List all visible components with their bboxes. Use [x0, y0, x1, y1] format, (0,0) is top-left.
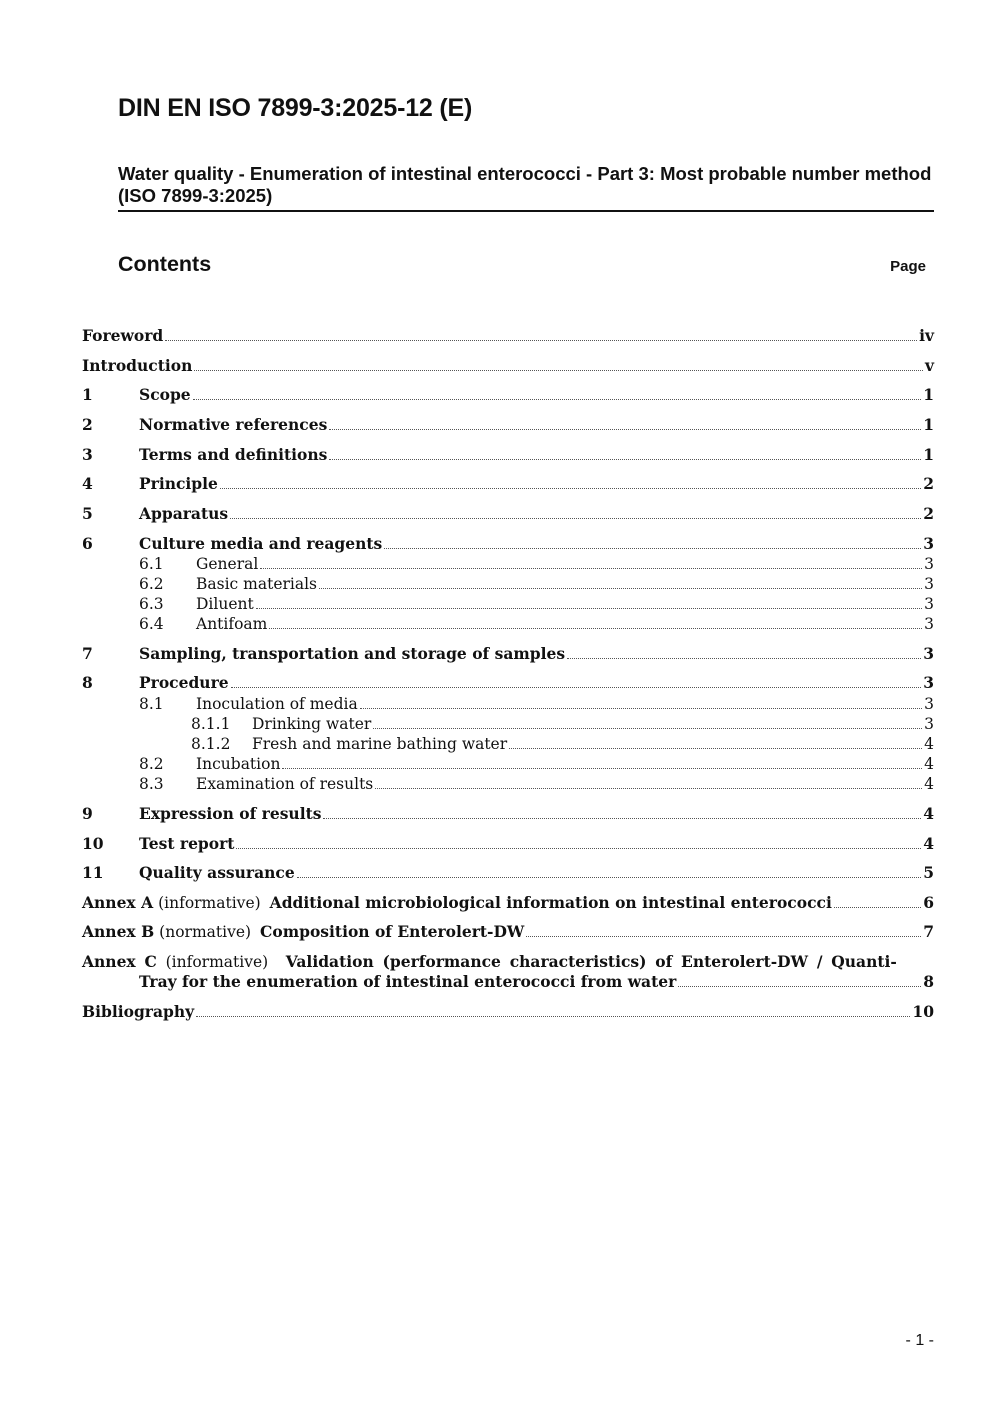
toc-entry-expression-of-results[interactable]	[82, 804, 934, 824]
toc-entry-principle[interactable]	[82, 474, 934, 494]
toc-annex-label: Annex C	[82, 952, 157, 971]
toc-annex-label: Annex A	[82, 893, 154, 912]
toc-entry-number: 11	[82, 863, 104, 882]
page-number: - 1 -	[905, 1332, 934, 1349]
toc-entry-examination-of-results[interactable]	[82, 774, 934, 794]
toc-entry-text: Validation (performance characteristics) of Enterolert-DW / Quanti-	[285, 952, 897, 971]
toc-leader-dots	[231, 687, 922, 688]
toc-entry-page: 4	[923, 834, 934, 853]
title-rule	[118, 210, 934, 212]
toc-entry-page: 2	[923, 504, 934, 523]
toc-entry-procedure[interactable]	[82, 673, 934, 693]
toc-entry-general[interactable]	[82, 554, 934, 574]
toc-entry-apparatus[interactable]	[82, 504, 934, 524]
toc-entry-number: 5	[82, 504, 93, 523]
toc-entry-text: Inoculation of media	[196, 695, 358, 713]
toc-entry-page: 4	[923, 804, 934, 823]
toc-entry-sampling[interactable]	[82, 644, 934, 664]
toc-entry-number: 8	[82, 673, 93, 692]
toc-entry-bibliography[interactable]	[82, 1002, 934, 1022]
toc-entry-annex-c[interactable]	[82, 952, 934, 992]
toc-entry-page: 3	[924, 615, 934, 633]
toc-entry-text: Bibliography	[82, 1002, 195, 1021]
toc-entry-text: Additional microbiological information on intestinal enterococci	[269, 893, 832, 912]
toc-entry-text: Drinking water	[252, 715, 372, 733]
toc-entry-text: Composition of Enterolert-DW	[260, 922, 525, 941]
toc-entry-page: 10	[912, 1002, 934, 1021]
toc-entry-page: 3	[923, 644, 934, 663]
toc-entry-number: 2	[82, 415, 93, 434]
toc-entry-quality-assurance[interactable]	[82, 863, 934, 883]
toc-entry-page: 3	[924, 575, 934, 593]
toc-entry-number: 8.2	[139, 755, 164, 773]
toc-entry-text: Basic materials	[196, 575, 318, 593]
toc-entry-bathing-water[interactable]	[82, 734, 934, 754]
toc-entry-page: 3	[924, 595, 934, 613]
toc-leader-dots	[319, 588, 922, 589]
toc-leader-dots	[282, 768, 922, 769]
toc-annex-label: Annex B	[82, 922, 155, 941]
toc-entry-text: Terms and definitions	[139, 445, 328, 464]
toc-annex-c-line2	[82, 972, 934, 992]
toc-entry-page: 3	[924, 555, 934, 573]
toc-entry-number: 8.1.2	[191, 735, 231, 753]
toc-leader-dots	[384, 548, 921, 549]
toc-leader-dots	[196, 1016, 910, 1017]
toc-leader-dots	[269, 628, 922, 629]
toc-entry-text: Test report	[139, 834, 235, 853]
toc-leader-dots	[329, 459, 921, 460]
toc-leader-dots	[375, 788, 922, 789]
toc-entry-foreword[interactable]	[82, 326, 934, 346]
toc-entry-annex-a[interactable]	[82, 893, 934, 913]
toc-entry-page: 7	[923, 922, 934, 941]
toc-entry-page: 3	[924, 695, 934, 713]
toc-entry-basic-materials[interactable]	[82, 574, 934, 594]
toc-leader-dots	[193, 399, 922, 400]
toc-entry-page: 3	[923, 673, 934, 692]
toc-entry-number: 9	[82, 804, 93, 823]
toc-leader-dots	[567, 658, 921, 659]
toc-entry-terms-and-definitions[interactable]	[82, 445, 934, 465]
toc-entry-number: 8.1.1	[191, 715, 231, 733]
toc-leader-dots	[373, 728, 922, 729]
toc-entry-introduction[interactable]	[82, 356, 934, 376]
toc-entry-text: Examination of results	[196, 775, 374, 793]
toc-entry-page: iv	[919, 326, 934, 345]
toc-entry-number: 1	[82, 385, 93, 404]
toc-entry-number: 6.2	[139, 575, 164, 593]
toc-entry-page: 6	[923, 893, 934, 912]
toc-entry-page: 4	[924, 755, 934, 773]
toc-leader-dots	[323, 818, 921, 819]
page-column-label: Page	[890, 258, 926, 275]
toc-entry-text: Culture media and reagents	[139, 534, 383, 553]
toc-entry-text: Quality assurance	[139, 863, 295, 882]
toc-entry-antifoam[interactable]	[82, 614, 934, 634]
toc-entry-page: 1	[923, 445, 934, 464]
toc-entry-text: Fresh and marine bathing water	[252, 735, 508, 753]
toc-entry-page: 1	[923, 415, 934, 434]
toc-leader-dots	[260, 568, 922, 569]
toc-entry-text: Procedure	[139, 673, 229, 692]
contents-heading: Contents	[118, 252, 212, 276]
toc-entry-number: 6.1	[139, 555, 164, 573]
toc-leader-dots	[236, 848, 921, 849]
toc-entry-text: Principle	[139, 474, 218, 493]
toc-entry-text: Apparatus	[139, 504, 229, 523]
toc-leader-dots	[526, 936, 921, 937]
toc-entry-text: Foreword	[82, 326, 164, 345]
toc-entry-number: 3	[82, 445, 93, 464]
toc-leader-dots	[297, 877, 922, 878]
toc-entry-inoculation-of-media[interactable]	[82, 694, 934, 714]
toc-entry-text: Antifoam	[196, 615, 268, 633]
toc-leader-dots	[165, 340, 917, 341]
toc-entry-text: Incubation	[196, 755, 281, 773]
toc-entry-text: Scope	[139, 385, 191, 404]
toc-entry-drinking-water[interactable]	[82, 714, 934, 734]
toc-entry-text: Normative references	[139, 415, 328, 434]
toc-entry-culture-media[interactable]	[82, 534, 934, 554]
toc-entry-text-continued: Tray for the enumeration of intestinal enterococci from water	[139, 972, 677, 991]
toc-leader-dots	[194, 370, 923, 371]
toc-leader-dots	[678, 986, 921, 987]
toc-entry-number: 8.3	[139, 775, 164, 793]
toc-entry-number: 6	[82, 534, 93, 553]
toc-entry-page: 2	[923, 474, 934, 493]
toc-entry-test-report[interactable]	[82, 834, 934, 854]
toc-annex-kind: (informative)	[158, 894, 261, 912]
toc-entry-text: Expression of results	[139, 804, 322, 823]
toc-entry-diluent[interactable]	[82, 594, 934, 614]
toc-entry-page: 4	[924, 775, 934, 793]
toc-entry-page: 8	[923, 972, 934, 991]
toc-leader-dots	[329, 429, 921, 430]
toc-entry-text: Sampling, transportation and storage of samples	[139, 644, 566, 663]
toc-entry-page: 1	[923, 385, 934, 404]
toc-entry-scope[interactable]	[82, 385, 934, 405]
toc-annex-kind: (informative)	[165, 953, 269, 971]
toc-annex-c-line1	[82, 952, 934, 972]
toc-leader-dots	[220, 488, 921, 489]
toc-annex-kind: (normative)	[159, 923, 252, 941]
toc-entry-normative-references[interactable]	[82, 415, 934, 435]
toc-entry-incubation[interactable]	[82, 754, 934, 774]
toc-entry-number: 6.3	[139, 595, 164, 613]
toc-entry-text: General	[196, 555, 259, 573]
toc-entry-page: 3	[924, 715, 934, 733]
toc-entry-number: 4	[82, 474, 93, 493]
toc-entry-page: 5	[923, 863, 934, 882]
toc-leader-dots	[509, 748, 922, 749]
toc-entry-number: 6.4	[139, 615, 164, 633]
toc-leader-dots	[256, 608, 922, 609]
toc-leader-dots	[834, 907, 921, 908]
toc-entry-annex-b[interactable]	[82, 922, 934, 942]
toc-leader-dots	[230, 518, 921, 519]
toc-entry-page: v	[924, 356, 934, 375]
document-id: DIN EN ISO 7899-3:2025-12 (E)	[118, 94, 473, 122]
toc-entry-text: Introduction	[82, 356, 193, 375]
toc-entry-number: 8.1	[139, 695, 164, 713]
toc-entry-number: 7	[82, 644, 93, 663]
toc-entry-number: 10	[82, 834, 104, 853]
toc-entry-page: 3	[923, 534, 934, 553]
document-title: Water quality - Enumeration of intestinal enterococci - Part 3: Most probable number method (ISO 7899-3:2025)	[118, 163, 932, 206]
toc-entry-page: 4	[924, 735, 934, 753]
toc-leader-dots	[360, 708, 922, 709]
toc-entry-text: Diluent	[196, 595, 254, 613]
